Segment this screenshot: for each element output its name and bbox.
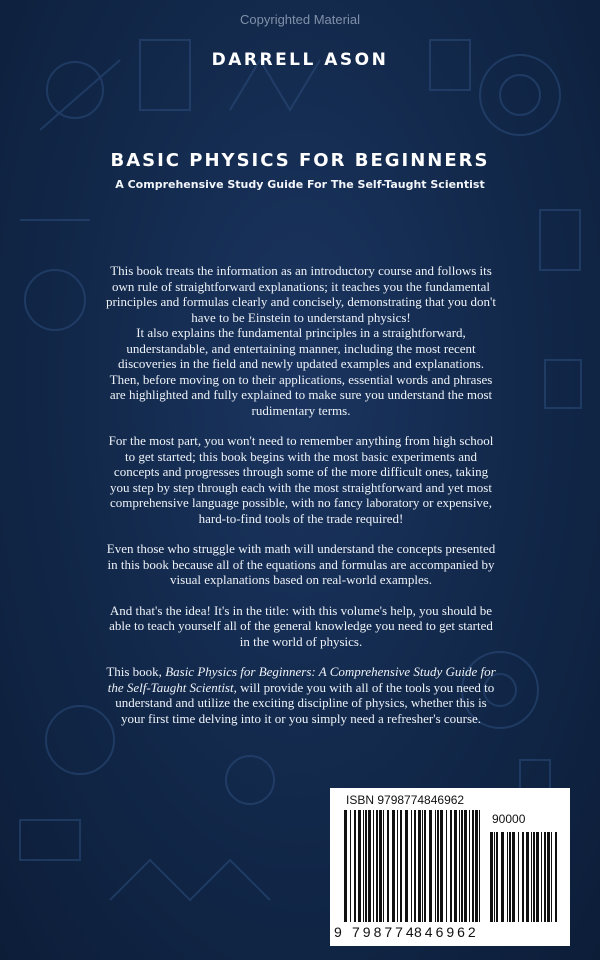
barcode-bar (422, 810, 423, 922)
barcode-bar (397, 810, 398, 922)
barcode-bar (490, 832, 493, 922)
barcode-bar (469, 810, 470, 922)
barcode-bar (526, 832, 529, 922)
blurb-p1-sentence: This book treats the information as an introductory course and follows its own rule of straightforward explanations; it teaches you the fundamental principles and formulas clearly and concisely, demonstrating that you don't have to be Einstein to understand physics! (106, 263, 496, 325)
barcode-bar (459, 810, 460, 922)
barcode-bar (555, 832, 557, 922)
barcode-bar (429, 810, 432, 922)
copyright-watermark: Copyrighted Material (240, 12, 360, 27)
barcode-bar (368, 810, 371, 922)
barcode-bar (373, 810, 374, 922)
barcode-bar (494, 832, 495, 922)
barcode-bar (450, 810, 452, 922)
barcode-bar (435, 810, 436, 922)
barcode-bar (358, 810, 361, 922)
blurb-paragraph-4: And that's the idea! It's in the title: with this volume's help, you should be able to teach yourself all of the general knowledge you need to get started in the world of physics. (109, 602, 493, 649)
barcode-bar (541, 832, 542, 922)
barcode-bar (383, 810, 384, 922)
barcode-bar (509, 832, 511, 922)
barcode-bar (411, 810, 412, 922)
barcode-bar (400, 810, 402, 922)
barcode-bar (437, 810, 439, 922)
blurb-paragraph-2: For the most part, you won't need to remember anything from high school to get started; this book begins with the most basic experiments and concepts and progresses through some of the more difficult ones, taking you step by step through each with the most straightforward and yet most comprehensive language possible, with no fancy laboratory or expensive, hard-to-find tools of the trade required! (108, 433, 494, 526)
barcode-digits-right: 846962 (414, 924, 479, 940)
barcode-bar (387, 810, 389, 922)
barcode-bar (464, 810, 467, 922)
barcode-bar (507, 832, 508, 922)
barcode-bar (365, 810, 367, 922)
barcode-bar (424, 810, 426, 922)
barcode-bar (418, 810, 421, 922)
barcode-digit-first: 9 (334, 924, 342, 940)
blurb-p5-intro: This book, (106, 664, 166, 679)
barcode-bar (501, 832, 504, 922)
barcode-bar (551, 832, 552, 922)
price-code: 90000 (492, 812, 526, 826)
barcode-bar (379, 810, 382, 922)
blurb-p5-rest: , will provide you with all of the tools you need to understand and utilize the exciting discipline of physics, whether this is your first time delving into it or you simply need a refresher's course. (115, 679, 495, 726)
isbn-label: ISBN 9798774846962 (346, 793, 465, 807)
barcode-bar (475, 810, 478, 922)
barcode-bar (479, 810, 480, 922)
barcode-bar (446, 810, 447, 922)
barcode-bar (547, 832, 550, 922)
barcode-bar (405, 810, 408, 922)
blurb-paragraph-3: Even those who struggle with math will understand the concepts presented in this book because all of the equations and formulas are accompanied by visual explanations based on real-world examples. (106, 541, 496, 587)
barcode-bar (350, 810, 351, 922)
blurb-p5-book-title: Basic Physics for Beginners: A Comprehensive Study Guide for the Self-Taught Scientist (107, 664, 496, 695)
barcode-bar (392, 810, 395, 922)
barcode-bar (544, 832, 546, 922)
barcode-digits-left: 798774 (352, 924, 417, 940)
blurb-paragraph-1 (106, 263, 496, 418)
barcode-graphic (330, 788, 570, 946)
barcode-bar (454, 810, 457, 922)
barcode-bar (518, 832, 519, 922)
barcode-bar (472, 810, 474, 922)
barcode-bar (414, 810, 416, 922)
blurb-p1-continuation: It also explains the fundamental principles in a straightforward, understandable, and entertaining manner, including the most recent discoveries in the field and newly updated examples and explanations. Then, before moving on to their applications, essential words and phrases are highlighted and fully explained to make sure you understand the most rudimentary terms. (109, 325, 493, 418)
blurb-text (106, 263, 496, 741)
isbn-barcode-box (330, 788, 570, 946)
barcode-bar (376, 810, 378, 922)
barcode-bar (512, 832, 515, 922)
author-name: DARRELL ASON (211, 50, 389, 70)
barcode-bar (496, 832, 498, 922)
barcode-bar (531, 832, 532, 922)
barcode-bar (440, 810, 443, 922)
blurb-paragraph-5 (106, 664, 496, 726)
barcode-bar (533, 832, 535, 922)
barcode-bar (536, 832, 539, 922)
barcode-bar (461, 810, 463, 922)
barcode-bar (363, 810, 364, 922)
barcode-bar (344, 810, 347, 922)
barcode-bar (522, 832, 524, 922)
barcode-bar (354, 810, 356, 922)
book-title: BASIC PHYSICS FOR BEGINNERS (110, 150, 490, 171)
book-subtitle: A Comprehensive Study Guide For The Self-Taught Scientist (115, 178, 485, 191)
